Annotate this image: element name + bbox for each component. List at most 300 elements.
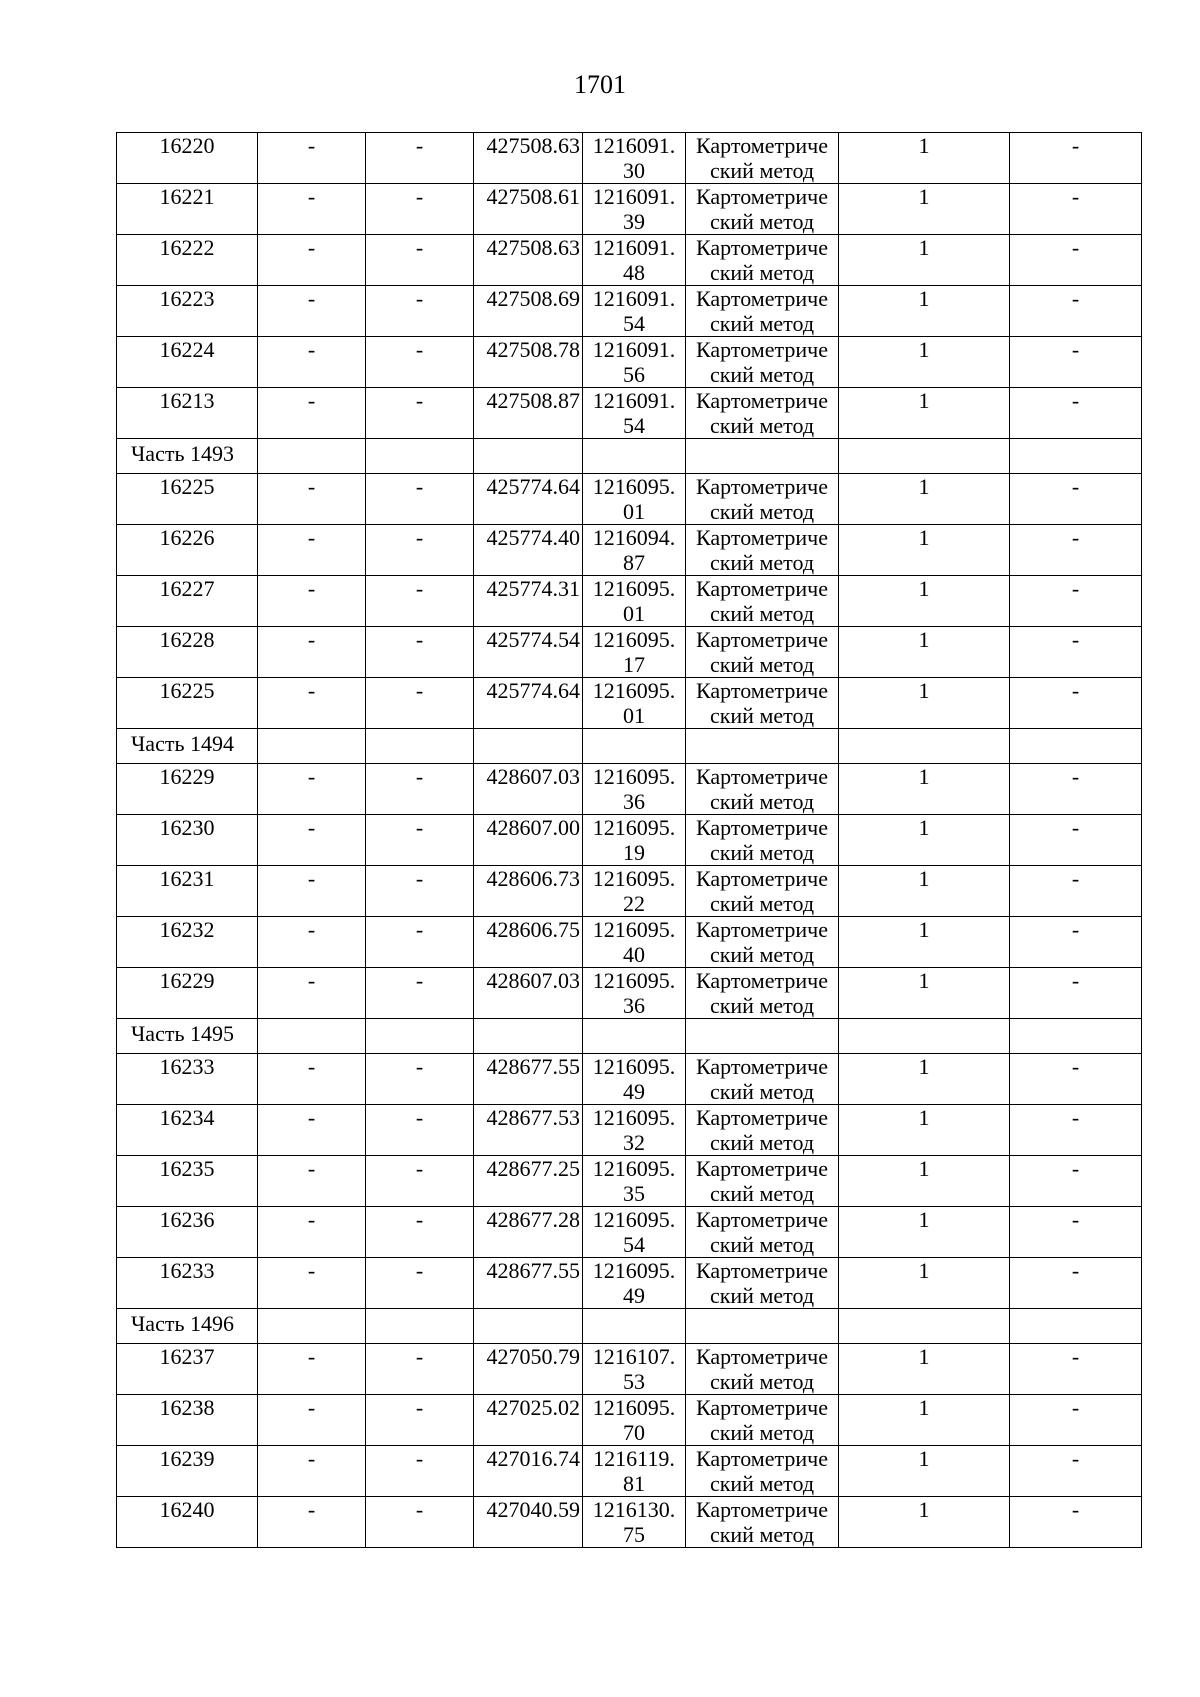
method-line: Картометриче — [696, 815, 828, 840]
method-cell — [686, 1054, 839, 1105]
precision-cell: 1 — [839, 1156, 1010, 1207]
empty-cell — [258, 439, 366, 474]
y-coordinate-line: 1216095. — [592, 866, 676, 891]
table-row — [117, 576, 1142, 627]
table-row — [117, 866, 1142, 917]
method-line: Картометриче — [696, 1344, 828, 1369]
x-coordinate-cell: 427025.02 — [474, 1395, 583, 1446]
y-coordinate-line: 1216130. — [592, 1497, 676, 1522]
note-cell: - — [1010, 1207, 1142, 1258]
method-line: ский метод — [709, 1130, 815, 1155]
method-line: ский метод — [709, 413, 815, 438]
y-coordinate-line: 1216091. — [592, 133, 676, 158]
table-row — [117, 968, 1142, 1019]
point-number-cell: 16232 — [117, 917, 258, 968]
section-header-row — [117, 1309, 1142, 1344]
method-line: Картометриче — [696, 764, 828, 789]
empty-cell — [686, 439, 839, 474]
coordinates-table — [116, 132, 1142, 1548]
x-coordinate-cell: 428677.53 — [474, 1105, 583, 1156]
x-coordinate-cell: 427508.78 — [474, 337, 583, 388]
point-number-cell: 16228 — [117, 627, 258, 678]
empty-cell — [839, 1019, 1010, 1054]
dash-cell: - — [258, 1395, 366, 1446]
y-coordinate-line: 01 — [623, 499, 645, 524]
y-coordinate-line: 1216095. — [592, 1207, 676, 1232]
method-cell — [686, 1446, 839, 1497]
method-line: ский метод — [709, 1181, 815, 1206]
precision-cell: 1 — [839, 1344, 1010, 1395]
method-cell — [686, 184, 839, 235]
precision-cell: 1 — [839, 235, 1010, 286]
precision-cell: 1 — [839, 576, 1010, 627]
note-cell: - — [1010, 764, 1142, 815]
dash-cell: - — [258, 337, 366, 388]
empty-cell — [474, 1309, 583, 1344]
table-row — [117, 388, 1142, 439]
point-number-cell: 16236 — [117, 1207, 258, 1258]
empty-cell — [686, 1309, 839, 1344]
method-cell — [686, 1344, 839, 1395]
empty-cell — [686, 729, 839, 764]
dash-cell: - — [366, 917, 474, 968]
empty-cell — [1010, 1019, 1142, 1054]
table-row — [117, 627, 1142, 678]
note-cell: - — [1010, 1054, 1142, 1105]
method-cell — [686, 764, 839, 815]
y-coordinate-cell — [583, 1105, 686, 1156]
method-cell — [686, 627, 839, 678]
dash-cell: - — [366, 525, 474, 576]
method-cell — [686, 1497, 839, 1548]
y-coordinate-cell — [583, 525, 686, 576]
method-line: ский метод — [709, 1079, 815, 1104]
section-label: Часть 1493 — [117, 439, 258, 474]
note-cell: - — [1010, 968, 1142, 1019]
empty-cell — [258, 1019, 366, 1054]
method-cell — [686, 337, 839, 388]
method-line: ский метод — [709, 601, 815, 626]
y-coordinate-line: 1216095. — [592, 474, 676, 499]
dash-cell: - — [258, 286, 366, 337]
x-coordinate-cell: 425774.64 — [474, 474, 583, 525]
point-number-cell: 16229 — [117, 764, 258, 815]
precision-cell: 1 — [839, 917, 1010, 968]
method-line: Картометриче — [696, 1105, 828, 1130]
empty-cell — [258, 1309, 366, 1344]
empty-cell — [583, 1309, 686, 1344]
note-cell: - — [1010, 866, 1142, 917]
dash-cell: - — [366, 1446, 474, 1497]
method-line: Картометриче — [696, 184, 828, 209]
table-body — [117, 133, 1142, 1548]
note-cell: - — [1010, 525, 1142, 576]
note-cell: - — [1010, 576, 1142, 627]
method-line: Картометриче — [696, 678, 828, 703]
table-row — [117, 764, 1142, 815]
point-number-cell: 16234 — [117, 1105, 258, 1156]
dash-cell: - — [366, 388, 474, 439]
precision-cell: 1 — [839, 1446, 1010, 1497]
table-row — [117, 1207, 1142, 1258]
point-number-cell: 16235 — [117, 1156, 258, 1207]
note-cell: - — [1010, 474, 1142, 525]
dash-cell: - — [366, 1497, 474, 1548]
precision-cell: 1 — [839, 815, 1010, 866]
dash-cell: - — [366, 1207, 474, 1258]
empty-cell — [366, 439, 474, 474]
x-coordinate-cell: 427508.87 — [474, 388, 583, 439]
method-line: ский метод — [709, 993, 815, 1018]
x-coordinate-cell: 427508.61 — [474, 184, 583, 235]
x-coordinate-cell: 428677.55 — [474, 1258, 583, 1309]
y-coordinate-cell — [583, 184, 686, 235]
y-coordinate-line: 1216095. — [592, 1395, 676, 1420]
y-coordinate-cell — [583, 764, 686, 815]
table-row — [117, 1446, 1142, 1497]
precision-cell: 1 — [839, 1497, 1010, 1548]
empty-cell — [686, 1019, 839, 1054]
y-coordinate-line: 87 — [623, 550, 645, 575]
point-number-cell: 16225 — [117, 678, 258, 729]
precision-cell: 1 — [839, 525, 1010, 576]
dash-cell: - — [258, 764, 366, 815]
method-cell — [686, 917, 839, 968]
method-cell — [686, 1207, 839, 1258]
note-cell: - — [1010, 1446, 1142, 1497]
note-cell: - — [1010, 1156, 1142, 1207]
dash-cell: - — [258, 1207, 366, 1258]
y-coordinate-line: 1216095. — [592, 1054, 676, 1079]
empty-cell — [1010, 1309, 1142, 1344]
y-coordinate-cell — [583, 133, 686, 184]
precision-cell: 1 — [839, 1105, 1010, 1156]
dash-cell: - — [366, 1156, 474, 1207]
precision-cell: 1 — [839, 678, 1010, 729]
table-row — [117, 133, 1142, 184]
dash-cell: - — [258, 815, 366, 866]
x-coordinate-cell: 425774.31 — [474, 576, 583, 627]
y-coordinate-line: 17 — [623, 652, 645, 677]
precision-cell: 1 — [839, 1258, 1010, 1309]
table-row — [117, 1344, 1142, 1395]
note-cell: - — [1010, 917, 1142, 968]
table-row — [117, 525, 1142, 576]
y-coordinate-line: 1216091. — [592, 235, 676, 260]
table-row — [117, 1156, 1142, 1207]
method-line: ский метод — [709, 158, 815, 183]
dash-cell: - — [366, 474, 474, 525]
method-line: ский метод — [709, 260, 815, 285]
note-cell: - — [1010, 1344, 1142, 1395]
y-coordinate-line: 1216091. — [592, 286, 676, 311]
note-cell: - — [1010, 815, 1142, 866]
method-line: ский метод — [709, 789, 815, 814]
dash-cell: - — [258, 184, 366, 235]
x-coordinate-cell: 428606.75 — [474, 917, 583, 968]
method-line: ский метод — [709, 362, 815, 387]
y-coordinate-line: 49 — [623, 1283, 645, 1308]
point-number-cell: 16220 — [117, 133, 258, 184]
note-cell: - — [1010, 1497, 1142, 1548]
method-line: Картометриче — [696, 1156, 828, 1181]
dash-cell: - — [258, 133, 366, 184]
method-cell — [686, 235, 839, 286]
y-coordinate-line: 30 — [623, 158, 645, 183]
dash-cell: - — [258, 678, 366, 729]
table-row — [117, 1497, 1142, 1548]
table-row — [117, 474, 1142, 525]
method-line: Картометриче — [696, 235, 828, 260]
method-line: Картометриче — [696, 576, 828, 601]
method-cell — [686, 388, 839, 439]
y-coordinate-cell — [583, 576, 686, 627]
y-coordinate-cell — [583, 815, 686, 866]
method-cell — [686, 678, 839, 729]
table-row — [117, 1395, 1142, 1446]
method-cell — [686, 1395, 839, 1446]
point-number-cell: 16221 — [117, 184, 258, 235]
table-row — [117, 678, 1142, 729]
method-line: ский метод — [709, 891, 815, 916]
point-number-cell: 16224 — [117, 337, 258, 388]
x-coordinate-cell: 428677.25 — [474, 1156, 583, 1207]
table-row — [117, 917, 1142, 968]
method-line: ский метод — [709, 1522, 815, 1547]
method-line: Картометриче — [696, 866, 828, 891]
x-coordinate-cell: 427016.74 — [474, 1446, 583, 1497]
table-row — [117, 286, 1142, 337]
empty-cell — [366, 1309, 474, 1344]
dash-cell: - — [258, 627, 366, 678]
y-coordinate-cell — [583, 235, 686, 286]
method-cell — [686, 576, 839, 627]
dash-cell: - — [366, 1054, 474, 1105]
dash-cell: - — [258, 576, 366, 627]
note-cell: - — [1010, 1395, 1142, 1446]
method-line: ский метод — [709, 209, 815, 234]
y-coordinate-line: 32 — [623, 1130, 645, 1155]
dash-cell: - — [258, 866, 366, 917]
y-coordinate-cell — [583, 1497, 686, 1548]
method-line: Картометриче — [696, 133, 828, 158]
dash-cell: - — [366, 576, 474, 627]
point-number-cell: 16229 — [117, 968, 258, 1019]
precision-cell: 1 — [839, 1054, 1010, 1105]
dash-cell: - — [366, 968, 474, 1019]
y-coordinate-cell — [583, 866, 686, 917]
y-coordinate-line: 1216119. — [593, 1446, 675, 1471]
method-line: ский метод — [709, 652, 815, 677]
method-line: Картометриче — [696, 1054, 828, 1079]
y-coordinate-line: 36 — [623, 789, 645, 814]
y-coordinate-line: 53 — [623, 1369, 645, 1394]
empty-cell — [839, 439, 1010, 474]
point-number-cell: 16233 — [117, 1054, 258, 1105]
y-coordinate-cell — [583, 1207, 686, 1258]
y-coordinate-cell — [583, 286, 686, 337]
dash-cell: - — [366, 627, 474, 678]
note-cell: - — [1010, 133, 1142, 184]
precision-cell: 1 — [839, 286, 1010, 337]
precision-cell: 1 — [839, 474, 1010, 525]
note-cell: - — [1010, 388, 1142, 439]
point-number-cell: 16233 — [117, 1258, 258, 1309]
y-coordinate-line: 1216094. — [592, 525, 676, 550]
dash-cell: - — [258, 1344, 366, 1395]
method-cell — [686, 815, 839, 866]
point-number-cell: 16239 — [117, 1446, 258, 1497]
method-line: Картометриче — [696, 474, 828, 499]
y-coordinate-line: 54 — [623, 413, 645, 438]
point-number-cell: 16230 — [117, 815, 258, 866]
y-coordinate-line: 1216095. — [592, 678, 676, 703]
dash-cell: - — [258, 388, 366, 439]
method-line: Картометриче — [696, 1497, 828, 1522]
dash-cell: - — [258, 1105, 366, 1156]
y-coordinate-cell — [583, 388, 686, 439]
section-header-row — [117, 439, 1142, 474]
empty-cell — [1010, 729, 1142, 764]
method-line: ский метод — [709, 1471, 815, 1496]
y-coordinate-line: 1216091. — [592, 388, 676, 413]
dash-cell: - — [366, 866, 474, 917]
y-coordinate-line: 54 — [623, 311, 645, 336]
empty-cell — [583, 439, 686, 474]
method-cell — [686, 1105, 839, 1156]
empty-cell — [839, 729, 1010, 764]
y-coordinate-line: 22 — [623, 891, 645, 916]
empty-cell — [366, 1019, 474, 1054]
x-coordinate-cell: 427040.59 — [474, 1497, 583, 1548]
table-row — [117, 337, 1142, 388]
dash-cell: - — [366, 1258, 474, 1309]
table-row — [117, 184, 1142, 235]
note-cell: - — [1010, 286, 1142, 337]
point-number-cell: 16227 — [117, 576, 258, 627]
method-line: Картометриче — [696, 337, 828, 362]
method-line: ский метод — [709, 840, 815, 865]
section-header-row — [117, 1019, 1142, 1054]
precision-cell: 1 — [839, 627, 1010, 678]
x-coordinate-cell: 425774.54 — [474, 627, 583, 678]
section-label: Часть 1494 — [117, 729, 258, 764]
section-header-row — [117, 729, 1142, 764]
y-coordinate-line: 1216095. — [592, 576, 676, 601]
y-coordinate-line: 19 — [623, 840, 645, 865]
point-number-cell: 16231 — [117, 866, 258, 917]
x-coordinate-cell: 427050.79 — [474, 1344, 583, 1395]
method-cell — [686, 474, 839, 525]
dash-cell: - — [258, 1054, 366, 1105]
precision-cell: 1 — [839, 1207, 1010, 1258]
dash-cell: - — [258, 525, 366, 576]
precision-cell: 1 — [839, 968, 1010, 1019]
x-coordinate-cell: 428607.03 — [474, 764, 583, 815]
y-coordinate-line: 1216095. — [592, 1156, 676, 1181]
note-cell: - — [1010, 678, 1142, 729]
point-number-cell: 16213 — [117, 388, 258, 439]
table-row — [117, 815, 1142, 866]
precision-cell: 1 — [839, 184, 1010, 235]
y-coordinate-line: 1216095. — [592, 627, 676, 652]
y-coordinate-cell — [583, 968, 686, 1019]
precision-cell: 1 — [839, 866, 1010, 917]
dash-cell: - — [258, 1258, 366, 1309]
point-number-cell: 16223 — [117, 286, 258, 337]
y-coordinate-line: 36 — [623, 993, 645, 1018]
x-coordinate-cell: 428607.03 — [474, 968, 583, 1019]
dash-cell: - — [366, 764, 474, 815]
y-coordinate-line: 40 — [623, 942, 645, 967]
dash-cell: - — [366, 678, 474, 729]
y-coordinate-cell — [583, 627, 686, 678]
x-coordinate-cell: 427508.69 — [474, 286, 583, 337]
method-cell — [686, 525, 839, 576]
y-coordinate-cell — [583, 474, 686, 525]
table-row — [117, 1054, 1142, 1105]
dash-cell: - — [366, 1105, 474, 1156]
empty-cell — [366, 729, 474, 764]
y-coordinate-cell — [583, 1156, 686, 1207]
method-cell — [686, 286, 839, 337]
y-coordinate-line: 1216091. — [592, 184, 676, 209]
y-coordinate-line: 48 — [623, 260, 645, 285]
method-line: ский метод — [709, 1232, 815, 1257]
x-coordinate-cell: 425774.64 — [474, 678, 583, 729]
method-line: Картометриче — [696, 1258, 828, 1283]
empty-cell — [583, 729, 686, 764]
y-coordinate-line: 1216095. — [592, 1105, 676, 1130]
method-line: Картометриче — [696, 388, 828, 413]
dash-cell: - — [258, 1156, 366, 1207]
dash-cell: - — [366, 337, 474, 388]
method-line: Картометриче — [696, 1395, 828, 1420]
note-cell: - — [1010, 1258, 1142, 1309]
method-cell — [686, 1156, 839, 1207]
y-coordinate-cell — [583, 337, 686, 388]
method-line: ский метод — [709, 1420, 815, 1445]
method-line: Картометриче — [696, 1207, 828, 1232]
method-line: ский метод — [709, 1283, 815, 1308]
precision-cell: 1 — [839, 388, 1010, 439]
x-coordinate-cell: 427508.63 — [474, 235, 583, 286]
method-line: Картометриче — [696, 525, 828, 550]
note-cell: - — [1010, 235, 1142, 286]
y-coordinate-line: 49 — [623, 1079, 645, 1104]
y-coordinate-line: 39 — [623, 209, 645, 234]
point-number-cell: 16225 — [117, 474, 258, 525]
x-coordinate-cell: 428677.55 — [474, 1054, 583, 1105]
point-number-cell: 16222 — [117, 235, 258, 286]
y-coordinate-line: 1216095. — [592, 764, 676, 789]
method-line: ский метод — [709, 499, 815, 524]
point-number-cell: 16238 — [117, 1395, 258, 1446]
method-line: ский метод — [709, 311, 815, 336]
section-label: Часть 1496 — [117, 1309, 258, 1344]
y-coordinate-cell — [583, 917, 686, 968]
dash-cell: - — [366, 815, 474, 866]
y-coordinate-line: 01 — [623, 601, 645, 626]
method-line: ский метод — [709, 550, 815, 575]
y-coordinate-cell — [583, 1344, 686, 1395]
method-line: Картометриче — [696, 627, 828, 652]
dash-cell: - — [366, 286, 474, 337]
method-line: ский метод — [709, 703, 815, 728]
note-cell: - — [1010, 337, 1142, 388]
method-line: Картометриче — [696, 968, 828, 993]
x-coordinate-cell: 428607.00 — [474, 815, 583, 866]
